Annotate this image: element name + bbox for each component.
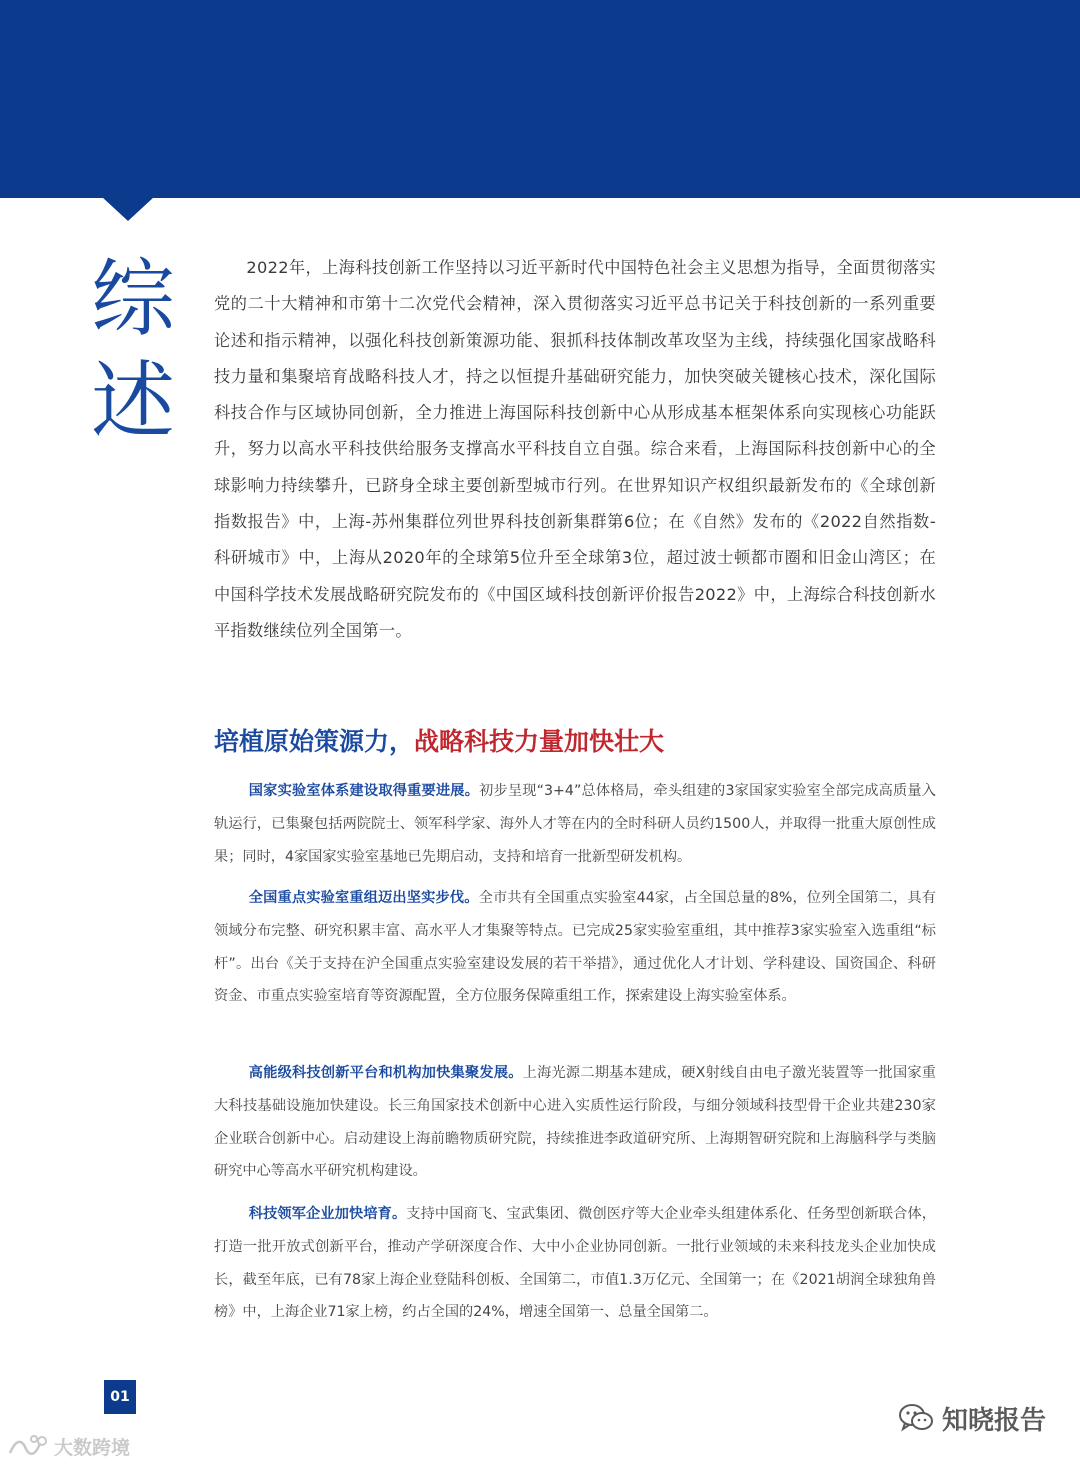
paragraph-national-labs xyxy=(214,775,936,873)
page-number: 01 xyxy=(104,1380,136,1414)
paragraph-key-labs xyxy=(214,882,936,1013)
paragraph-leading-enterprises xyxy=(214,1198,936,1329)
paragraph-lead: 全国重点实验室重组迈出坚实步伐。 xyxy=(248,890,479,906)
section-heading-blue: 培植原始策源力， xyxy=(214,727,415,756)
watermark-left xyxy=(8,1432,130,1460)
paragraph-body: 初步呈现“3+4”总体格局，牵头组建的3家国家实验室全部完成高质量入轨运行，已集聚包括两院院士、领军科学家、海外人才等在内的全时科研人员约1500人，并取得一批重大原创性成果；同时，4家国家实验室基地已先期启动，支持和培育一批新型研发机构。 xyxy=(214,783,936,865)
paragraph-lead: 国家实验室体系建设取得重要进展。 xyxy=(248,783,480,799)
header-band xyxy=(0,0,1080,198)
section-heading-red: 战略科技力量加快壮大 xyxy=(414,727,665,756)
paragraph-lead: 高能级科技创新平台和机构加快集聚发展。 xyxy=(248,1065,523,1081)
paragraph-body: 全市共有全国重点实验室44家，占全国总量的8%，位列全国第二，具有领域分布完整、研究积累丰富、高水平人才集聚等特点。已完成25家实验室重组，其中推荐3家实验室入选重组“标杆”。出台《关于支持在沪全国重点实验室建设发展的若干举措》，通过优化人才计划、学科建设、国资国企、科研资金、市重点实验室培育等资源配置，全方位服务保障重组工作，探索建设上海实验室体系。 xyxy=(214,890,936,1005)
paragraph-body: 支持中国商飞、宝武集团、微创医疗等大企业牵头组建体系化、任务型创新联合体，打造一批开放式创新平台，推动产学研深度合作、大中小企业协同创新。一批行业领域的未来科技龙头企业加快成长，截至年底，已有78家上海企业登陆科创板、全国第二，市值1.3万亿元、全国第一；在《2021胡润全球独角兽榜》中，上海企业71家上榜，约占全国的24%，增速全国第一、总量全国第二。 xyxy=(214,1206,936,1321)
intro-paragraph: 2022年，上海科技创新工作坚持以习近平新时代中国特色社会主义思想为指导，全面贯彻落实党的二十大精神和市第十二次党代会精神，深入贯彻落实习近平总书记关于科技创新的一系列重要论述和指示精神，以强化科技创新策源功能、狠抓科技体制改革攻坚为主线，持续强化国家战略科技力量和集聚培育战略科技人才，持之以恒提升基础研究能力，加快突破关键核心技术，深化国际科技合作与区域协同创新，全力推进上海国际科技创新中心从形成基本框架体系向实现核心功能跃升，努力以高水平科技供给服务支撑高水平科技自立自强。综合来看，上海国际科技创新中心的全球影响力持续攀升，已跻身全球主要创新型城市行列。在世界知识产权组织最新发布的《全球创新指数报告》中，上海-苏州集群位列世界科技创新集群第6位；在《自然》发布的《2022自然指数-科研城市》中，上海从2020年的全球第5位升至全球第3位，超过波士顿都市圈和旧金山湾区；在中国科学技术发展战略研究院发布的《中国区域科技创新评价报告2022》中，上海综合科技创新水平指数继续位列全国第一。 xyxy=(214,258,936,640)
header-band-notch xyxy=(102,197,154,221)
section-side-title xyxy=(90,248,176,452)
watermark-left-text: 大数跨境 xyxy=(54,1436,131,1459)
wechat-icon xyxy=(898,1403,934,1433)
watermark-right xyxy=(898,1398,1046,1438)
side-title-char-2: 述 xyxy=(90,352,175,450)
paragraph-body: 上海光源二期基本建成，硬X射线自由电子激光装置等一批国家重大科技基础设施加快建设。长三角国家技术创新中心进入实质性运行阶段，与细分领域科技型骨干企业共建230家企业联合创新中心。启动建设上海前瞻物质研究院，持续推进李政道研究所、上海期智研究院和上海脑科学与类脑研究中心等高水平研究机构建设。 xyxy=(214,1065,936,1180)
paragraph-platforms xyxy=(214,1057,936,1188)
wave-logo-icon xyxy=(8,1433,50,1459)
section-heading xyxy=(214,722,936,762)
side-title-char-1: 综 xyxy=(90,250,175,348)
paragraph-lead: 科技领军企业加快培育。 xyxy=(248,1206,407,1222)
watermark-right-text: 知晓报告 xyxy=(941,1405,1046,1436)
